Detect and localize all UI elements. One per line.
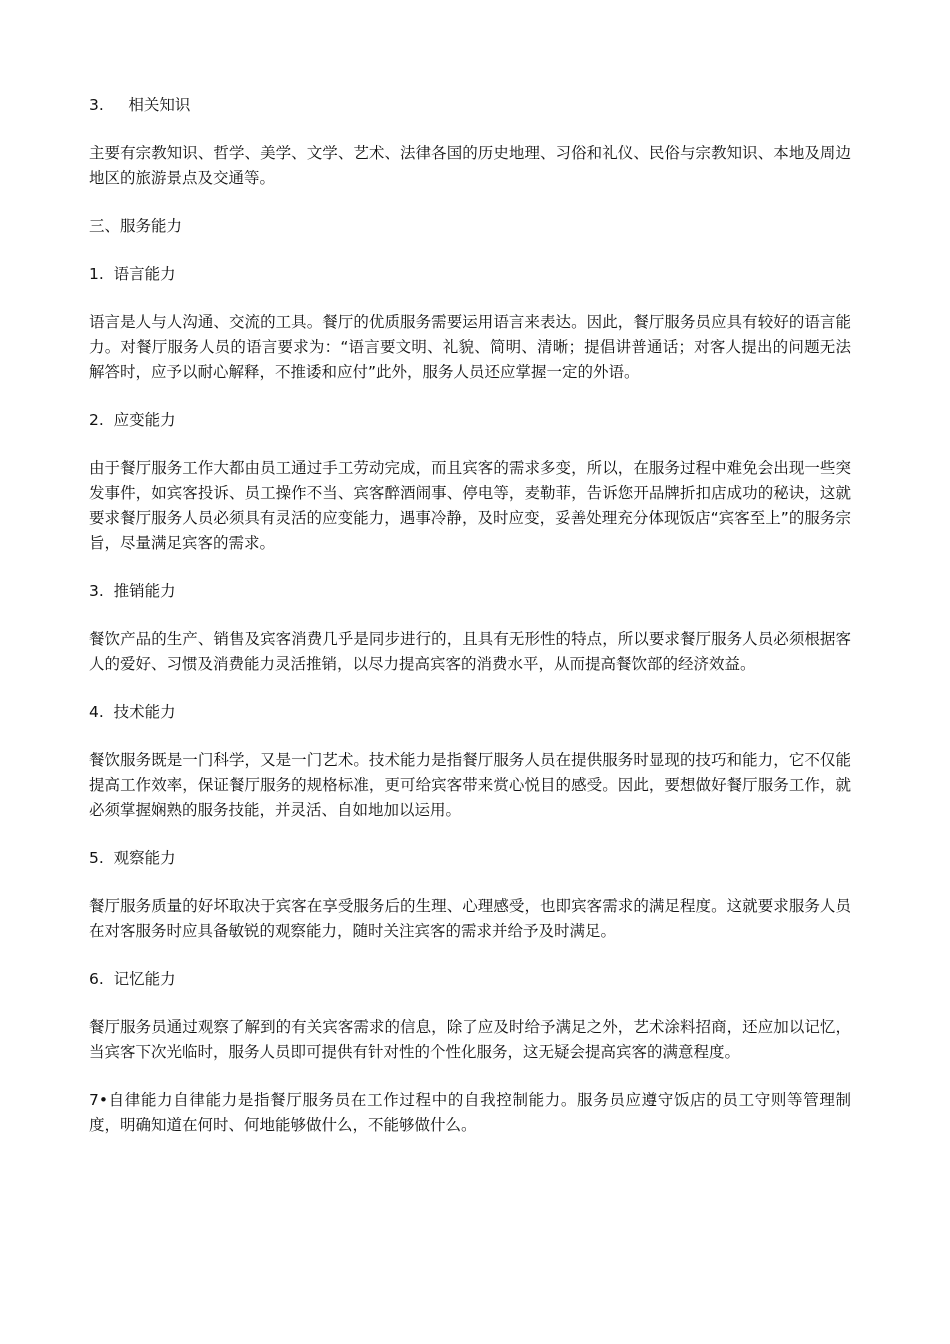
section-heading-technical-ability: 4. 技术能力 bbox=[89, 703, 176, 721]
paragraph-related-knowledge: 主要有宗教知识、哲学、美学、文学、艺术、法律各国的历史地理、习俗和礼仪、民俗与宗教知识、本地及周边地区的旅游景点及交通等。 bbox=[89, 144, 851, 187]
paragraph-language-ability: 语言是人与人沟通、交流的工具。餐厅的优质服务需要运用语言来表达。因此，餐厅服务员应具有较好的语言能力。对餐厅服务人员的语言要求为：“语言要文明、礼貌、简明、清晰；提倡讲普通话；对客人提出的问题无法解答时，应予以耐心解释，不推诿和应付”此外，服务人员还应掌握一定的外语。 bbox=[89, 313, 851, 381]
section-heading-memory-ability: 6. 记忆能力 bbox=[89, 970, 176, 988]
section-heading-observation-ability: 5. 观察能力 bbox=[89, 849, 176, 867]
chapter-heading-service-ability: 三、服务能力 bbox=[89, 217, 183, 235]
paragraph-self-discipline: 7•自律能力自律能力是指餐厅服务员在工作过程中的自我控制能力。服务员应遵守饭店的员工守则等管理制度，明确知道在何时、何地能够做什么，不能够做什么。 bbox=[89, 1091, 851, 1134]
paragraph-observation-ability: 餐厅服务质量的好坏取决于宾客在享受服务后的生理、心理感受，也即宾客需求的满足程度。这就要求服务人员在对客服务时应具备敏锐的观察能力，随时关注宾客的需求并给予及时满足。 bbox=[89, 897, 851, 940]
document-page bbox=[89, 93, 851, 1161]
paragraph-technical-ability: 餐饮服务既是一门科学，又是一门艺术。技术能力是指餐厅服务人员在提供服务时显现的技巧和能力，它不仅能提高工作效率，保证餐厅服务的规格标准，更可给宾客带来赏心悦目的感受。因此，要想做好餐厅服务工作，就必须掌握娴熟的服务技能，并灵活、自如地加以运用。 bbox=[89, 751, 851, 819]
paragraph-memory-ability: 餐厅服务员通过观察了解到的有关宾客需求的信息，除了应及时给予满足之外，艺术涂料招商，还应加以记忆，当宾客下次光临时，服务人员即可提供有针对性的个性化服务，这无疑会提高宾客的满意程度。 bbox=[89, 1018, 851, 1061]
paragraph-sales-ability: 餐饮产品的生产、销售及宾客消费几乎是同步进行的，且具有无形性的特点，所以要求餐厅服务人员必须根据客人的爱好、习惯及消费能力灵活推销，以尽力提高宾客的消费水平，从而提高餐饮部的经济效益。 bbox=[89, 630, 851, 673]
section-heading-related-knowledge: 3. 相关知识 bbox=[89, 96, 191, 114]
paragraph-adaptability: 由于餐厅服务工作大都由员工通过手工劳动完成，而且宾客的需求多变，所以，在服务过程中难免会出现一些突发事件，如宾客投诉、员工操作不当、宾客醉酒闹事、停电等，麦勒菲，告诉您开品牌折扣店成功的秘诀，这就要求餐厅服务人员必须具有灵活的应变能力，遇事冷静，及时应变，妥善处理充分体现饭店“宾客至上”的服务宗旨，尽量满足宾客的需求。 bbox=[89, 459, 851, 552]
section-heading-language-ability: 1. 语言能力 bbox=[89, 265, 176, 283]
section-heading-adaptability: 2. 应变能力 bbox=[89, 411, 176, 429]
section-heading-sales-ability: 3. 推销能力 bbox=[89, 582, 176, 600]
